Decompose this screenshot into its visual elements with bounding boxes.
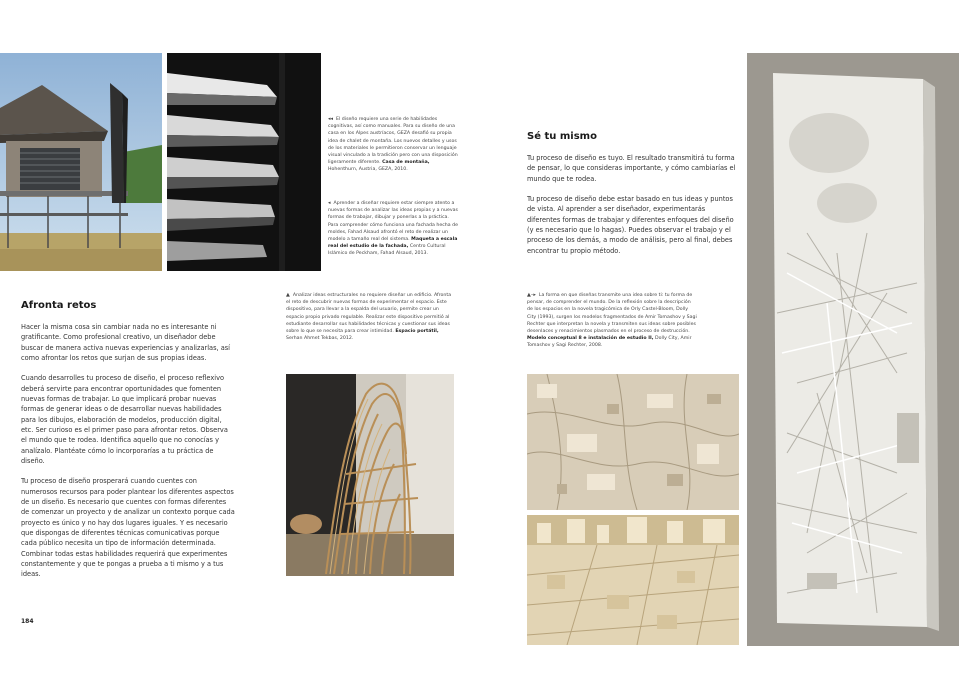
city-model-photo-2	[527, 515, 739, 645]
facade-mold-photo	[167, 53, 321, 271]
paragraph: Cuando desarrolles tu proceso de diseño, el proceso reflexivo deberá servirte para encontrar oportunidades que fomenten nuevas formas de trabajar. Lo que implicará probar nuevas formas de generar ideas o de desarrollar nuevas habilidades para los dibujos, elaboración de modelos, producción digital, etc. Ser curioso es el primer paso para afrontar retos. Observa el mundo que te rodea. Identifica aquello que no conocías y analízalo. Plantéate cómo lo incorporarías a tu práctica de diseño.	[21, 374, 228, 465]
caption-text: La forma en que diseñas transmite una idea sobre ti: tu forma de pensar, de comprender el mundo. De la reflexión sobre la descripción de los espacios en la novela tragicómica de Orly Castel-Bloom, Dolly City (1993), surgen los modelos fragmentados de Amir Tomashov y Sagi Rechter que interpretan la novela y transmiten sus ideas sobre posibles desenlaces y renacimientos plasmados en el proceso de destrucción.	[527, 293, 697, 335]
caption-dolly-city	[527, 292, 697, 356]
caption-tail: Centro Cultural Islámico de Peckham, Fahad Alsaud, 2013.	[328, 244, 446, 257]
dolly-city-model-photo	[747, 53, 959, 646]
caption-bold: Maqueta a escala real del estudio de la fachada,	[328, 237, 458, 250]
section-title-afronta-retos: Afronta retos	[21, 300, 97, 311]
portable-space-photo	[286, 374, 454, 576]
caption-bold: Modelo conceptual 8 e instalación de estudio II,	[527, 336, 654, 342]
caption-bold: Espacio portátil,	[395, 329, 439, 335]
paragraph: Hacer la misma cosa sin cambiar nada no es interesante ni gratificante. Como profesional creativo, un diseñador debe buscar de manera activa nuevas experiencias y analizarlas, así como afrontar los retos que surjan de sus propias ideas.	[21, 323, 231, 362]
caption-bold: Casa de montaña,	[382, 160, 430, 166]
caption-portable-space	[286, 292, 452, 348]
se-tu-mismo-body	[527, 153, 739, 266]
caption-marker: ◂	[328, 200, 331, 206]
paragraph: Tu proceso de diseño debe estar basado en tus ideas y puntos de vista. Al aprender a ser diseñador, experimentarás diferentes formas de trabajar y diferentes enfoques del diseño (y es necesario que lo hagas). Puedes observar el trabajo y el proceso de los demás, a modo de análisis, pero al final, debes encontrar tu propio método.	[527, 195, 734, 255]
caption-marker: ▲–▸	[527, 292, 536, 298]
caption-text: El diseño requiere una serie de habilidades cognitivas, así como manuales. Para su diseño de una casa en los Alpes austríacos, GEZA desafió su propia idea de chalet de montaña. Los nuevos detalles y usos de los materiales le permitieron conservar un lenguaje visual vinculado a la tradición pero con una disposición ligeramente diferente.	[328, 117, 458, 166]
caption-text: Analizar ideas estructurales no requiere diseñar un edificio. Afronta el reto de descubrir nuevas formas de experimentar el espacio. Este dispositivo, para llevar a la espalda del usuario, permite crear un espacio propio privado regulable. Realizar este dispositivo permitió al estudiante desarrollar sus habilidades técnicas y cuestionar sus ideas sobre lo que se necesita para crear intimidad.	[286, 293, 452, 335]
caption-facade-mold	[328, 200, 458, 264]
afronta-retos-body	[21, 322, 235, 590]
caption-text: Aprender a diseñar requiere estar siempre atento a nuevas formas de analizar las ideas propias y a nuevas formas de trabajar, dibujar y ponerlas a la práctica. Para comprender cómo funciona una fachada hecha de moldes, Fahad Alsaud afrontó el reto de realizar un modelo a tamaño real del sistema.	[328, 201, 458, 243]
caption-tail: Dolly City, Amir Tomashov y Sagi Rechter, 2008.	[527, 336, 692, 349]
caption-marker: ▲	[286, 292, 290, 298]
city-model-photo-1	[527, 374, 739, 510]
paragraph: Tu proceso de diseño es tuyo. El resultado transmitirá tu forma de pensar, lo que consideras importante, y cómo cambiarías el mundo que te rodea.	[527, 154, 736, 183]
paragraph: Tu proceso de diseño prosperará cuando cuentes con numerosos recursos para poder plantear los diferentes aspectos de un diseño. Es necesario que cuentes con formas diferentes de comenzar un proyecto y de analizar un contexto porque cada proyecto es único y no hay dos lugares iguales. Y es necesario que dispongas de diferentes técnicas comunicativas porque cada público necesita un tipo de información determinada. Combinar todas estas habilidades requerirá que experimentes constantemente y que te pongas a prueba a ti mismo y a tus ideas.	[21, 477, 235, 579]
page-number: 184	[21, 618, 34, 625]
section-title-se-tu-mismo: Sé tu mismo	[527, 131, 597, 142]
caption-marker: ◂◂	[328, 116, 334, 122]
caption-mountain-house	[328, 116, 458, 180]
mountain-house-photo	[0, 53, 162, 271]
caption-tail: Hohenthurn, Austria, GEZA, 2010.	[328, 167, 408, 173]
caption-tail: Serhan Ahmet Tekbas, 2012.	[286, 336, 354, 342]
